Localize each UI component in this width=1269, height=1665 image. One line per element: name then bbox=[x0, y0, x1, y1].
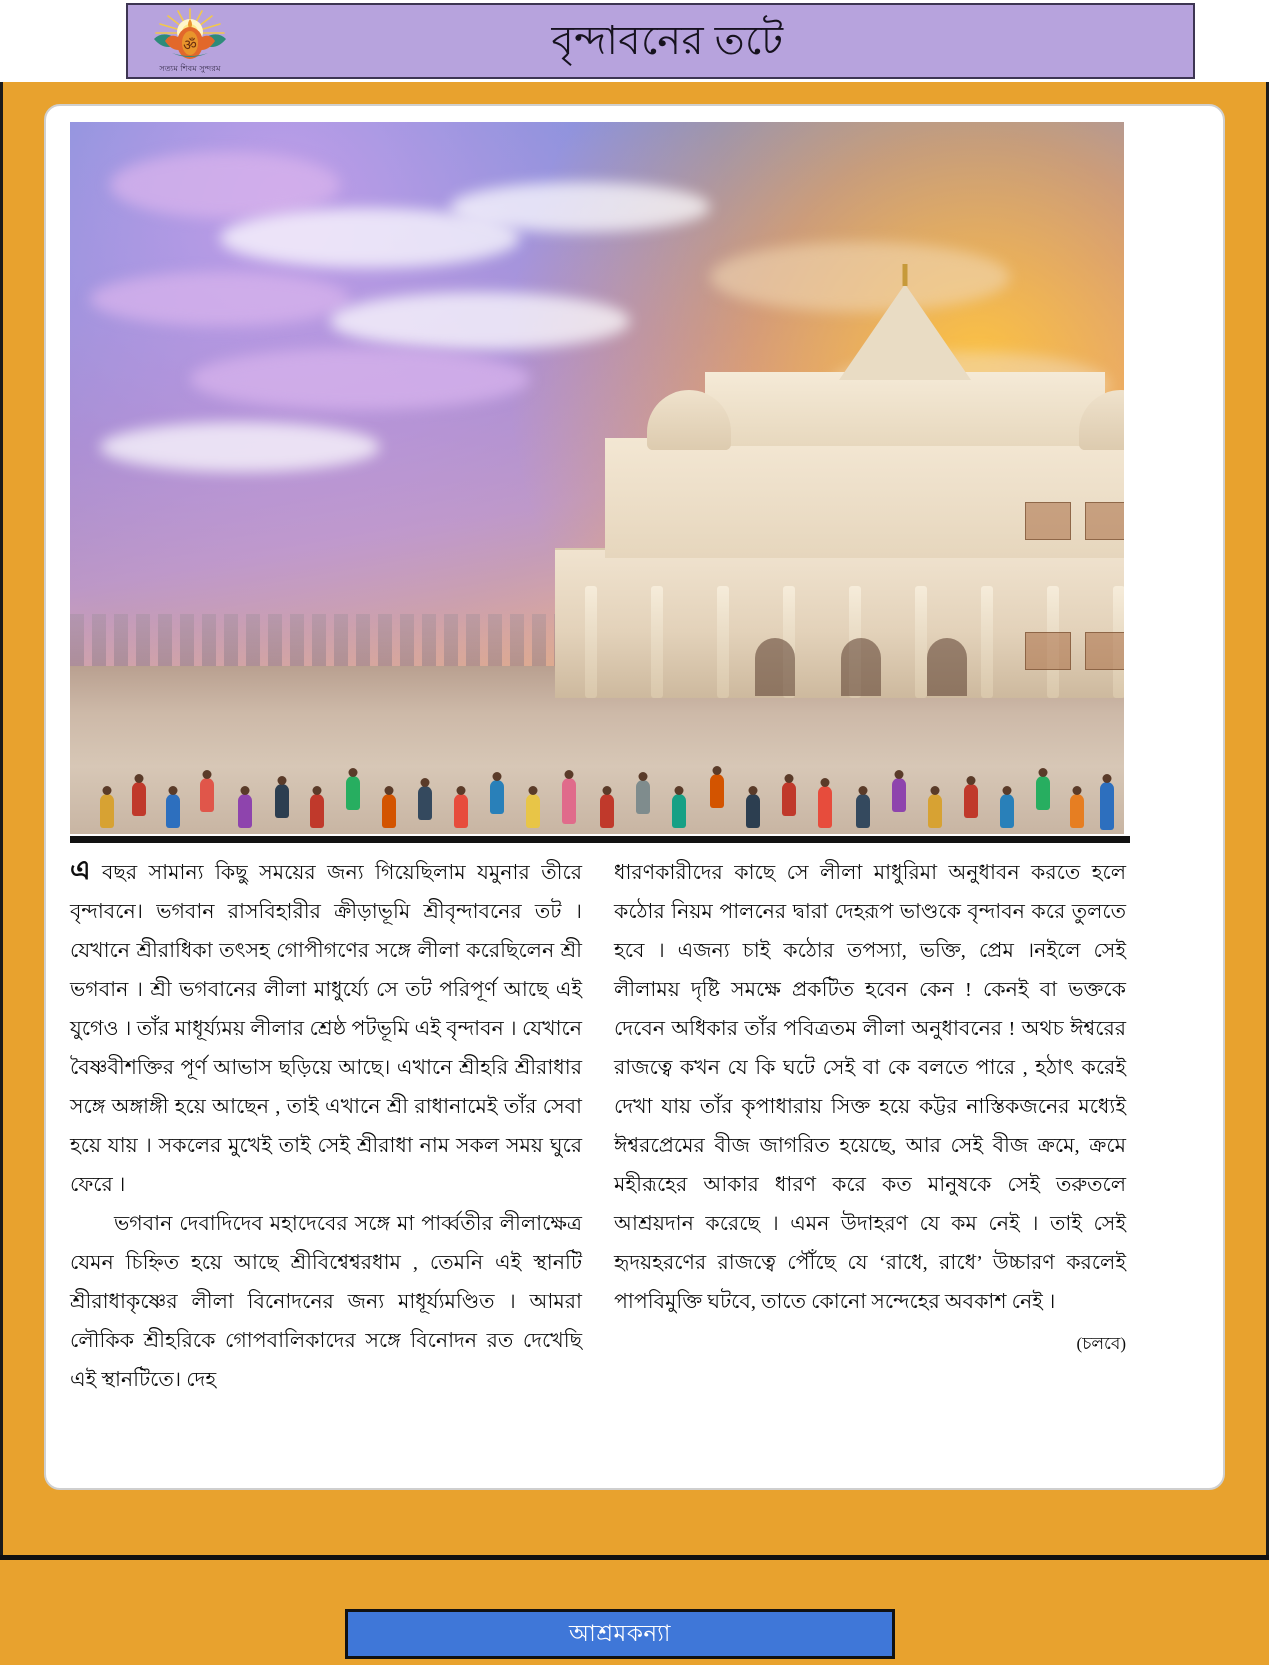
person bbox=[100, 794, 114, 828]
person bbox=[132, 782, 146, 816]
page-header bbox=[0, 0, 1269, 82]
lotus-om-logo-icon bbox=[150, 7, 230, 61]
person bbox=[636, 780, 650, 814]
svg-text:ॐ: ॐ bbox=[183, 36, 197, 54]
cloud bbox=[90, 272, 350, 326]
person bbox=[526, 794, 540, 828]
temple-relief-panel bbox=[1025, 502, 1071, 540]
page-title: বৃন্দাবনের তটে bbox=[551, 18, 784, 63]
article-column-right bbox=[614, 854, 1126, 1474]
person bbox=[672, 794, 686, 828]
temple-photograph bbox=[70, 122, 1124, 834]
temple-upper-tier bbox=[705, 372, 1105, 446]
content-card bbox=[44, 104, 1225, 1490]
paragraph: ধারণকারীদের কাছে সে লীলা মাধুরিমা অনুধাবন করতে হলে কঠোর নিয়ম পালনের দ্বারা দেহরূপ ভাণ্ডকে বৃন্দাবন করে তুলতে হবে । এজন্য চাই কঠোর তপস্যা, ভক্তি, প্রেম ।নইলে সেই লীলাময় দৃষ্টি সমক্ষে প্রকটিত হবেন কেন ! কেনই বা ভক্তকে দেবেন অধিকার তাঁর পবিত্রতম লীলা অনুধাবনের ! অথচ ঈশ্বরের রাজত্বে কখন যে কি ঘটে সেই বা কে বলতে পারে , হঠাৎ করেই দেখা যায় তাঁর কৃপাধারায় সিক্ত হয়ে কট্টর নাস্তিকজনের মধ্যেই ঈশ্বরপ্রেমের বীজ জাগরিত হয়েছে, আর সেই বীজ ক্রমে, ক্রমে মহীরূহের আকার ধারণ করে কত মানুষকে সেই তরুতলে আশ্রয়দান করেছে । এমন উদাহরণ যে কম নেই । তাই সেই হৃদয়হরণের রাজত্বে পৌঁছে যে ‘রাধে, রাধে’ উচ্চারণ করলেই পাপবিমুক্তি ঘটবে, তাতে কোনো সন্দেহের অবকাশ নেই । bbox=[614, 862, 1126, 1313]
person bbox=[418, 786, 432, 820]
person bbox=[1036, 776, 1050, 810]
paragraph: ভগবান দেবাদিদেব মহাদেবের সঙ্গে মা পার্ব্বতীর লীলাক্ষেত্র যেমন চিহ্নিত হয়ে আছে শ্রীবিশ্বেশ্বরধাম , তেমনি এই স্থানটি শ্রীরাধাকৃষ্ণের লীলা বিনোদনের জন্য মাধূর্য্যমণ্ডিত । আমরা লৌকিক শ্রীহরিকে গোপবালিকাদের সঙ্গে বিনোদন রত দেখেছি এই স্থানটিতে। দেহ bbox=[70, 1213, 582, 1391]
cloud bbox=[450, 182, 710, 232]
temple-finial bbox=[903, 264, 908, 286]
continued-marker: (চলবে) bbox=[1076, 1334, 1126, 1353]
person bbox=[1000, 794, 1014, 828]
person bbox=[746, 794, 760, 828]
drop-cap: এ bbox=[70, 855, 91, 885]
temple-spire bbox=[839, 284, 971, 380]
page-footer bbox=[0, 1555, 1269, 1665]
person bbox=[600, 794, 614, 828]
article-column-left bbox=[70, 854, 582, 1474]
person bbox=[1070, 794, 1084, 828]
cloud bbox=[190, 348, 530, 410]
person bbox=[892, 778, 906, 812]
person bbox=[928, 794, 942, 828]
person bbox=[1100, 782, 1114, 830]
temple-mid-tier bbox=[605, 438, 1124, 558]
cloud bbox=[110, 152, 340, 218]
logo-caption: সত্যম শিবম সুন্দরম bbox=[159, 64, 221, 73]
person bbox=[346, 776, 360, 810]
person bbox=[454, 794, 468, 828]
person bbox=[490, 780, 504, 814]
person bbox=[310, 794, 324, 828]
person bbox=[562, 778, 576, 824]
article-photo bbox=[70, 122, 1124, 834]
person bbox=[382, 794, 396, 828]
person bbox=[200, 778, 214, 812]
person bbox=[238, 794, 252, 828]
person bbox=[818, 786, 832, 828]
cloud bbox=[100, 422, 380, 472]
person bbox=[275, 784, 289, 818]
photo-bottom-rule bbox=[70, 836, 1130, 843]
person bbox=[856, 794, 870, 828]
footer-top-rule bbox=[0, 1555, 1269, 1560]
prem-mandir-temple bbox=[555, 278, 1124, 698]
person bbox=[782, 782, 796, 816]
header-banner bbox=[126, 3, 1195, 79]
paragraph-text: বছর সামান্য কিছু সময়ের জন্য গিয়েছিলাম যমুনার তীরে বৃন্দাবনে। ভগবান রাসবিহারীর ক্রীড়াভূমি শ্রীবৃন্দাবনের তট । যেখানে শ্রীরাধিকা তৎসহ গোপীগণের সঙ্গে লীলা করেছিলেন শ্রী ভগবান । শ্রী ভগবানের লীলা মাধুর্য্যে সে তট পরিপূর্ণ আছে এই যুগেও । তাঁর মাধূর্য্যময় লীলার শ্রেষ্ঠ পটভূমি এই বৃন্দাবন । যেখানে বৈষ্ণবীশক্তির পূর্ণ আভাস ছড়িয়ে আছে। এখানে শ্রীহরি শ্রীরাধার সঙ্গে অঙ্গাঙ্গী হয়ে আছেন , তাই এখানে শ্রী রাধানামেই তাঁর সেবা হয়ে যায় । সকলের মুখেই তাই সেই শ্রীরাধা নাম সকল সময় ঘুরে ফেরে । bbox=[70, 862, 582, 1196]
person bbox=[710, 774, 724, 808]
masthead-logo bbox=[142, 5, 238, 77]
person bbox=[166, 794, 180, 828]
temple-relief-panel bbox=[1085, 502, 1124, 540]
pilgrim-crowd bbox=[70, 662, 1124, 834]
paragraph bbox=[70, 854, 582, 1205]
article-body bbox=[70, 854, 1126, 1474]
person bbox=[964, 784, 978, 818]
footer-label: আশ্রমকন্যা bbox=[345, 1609, 895, 1659]
